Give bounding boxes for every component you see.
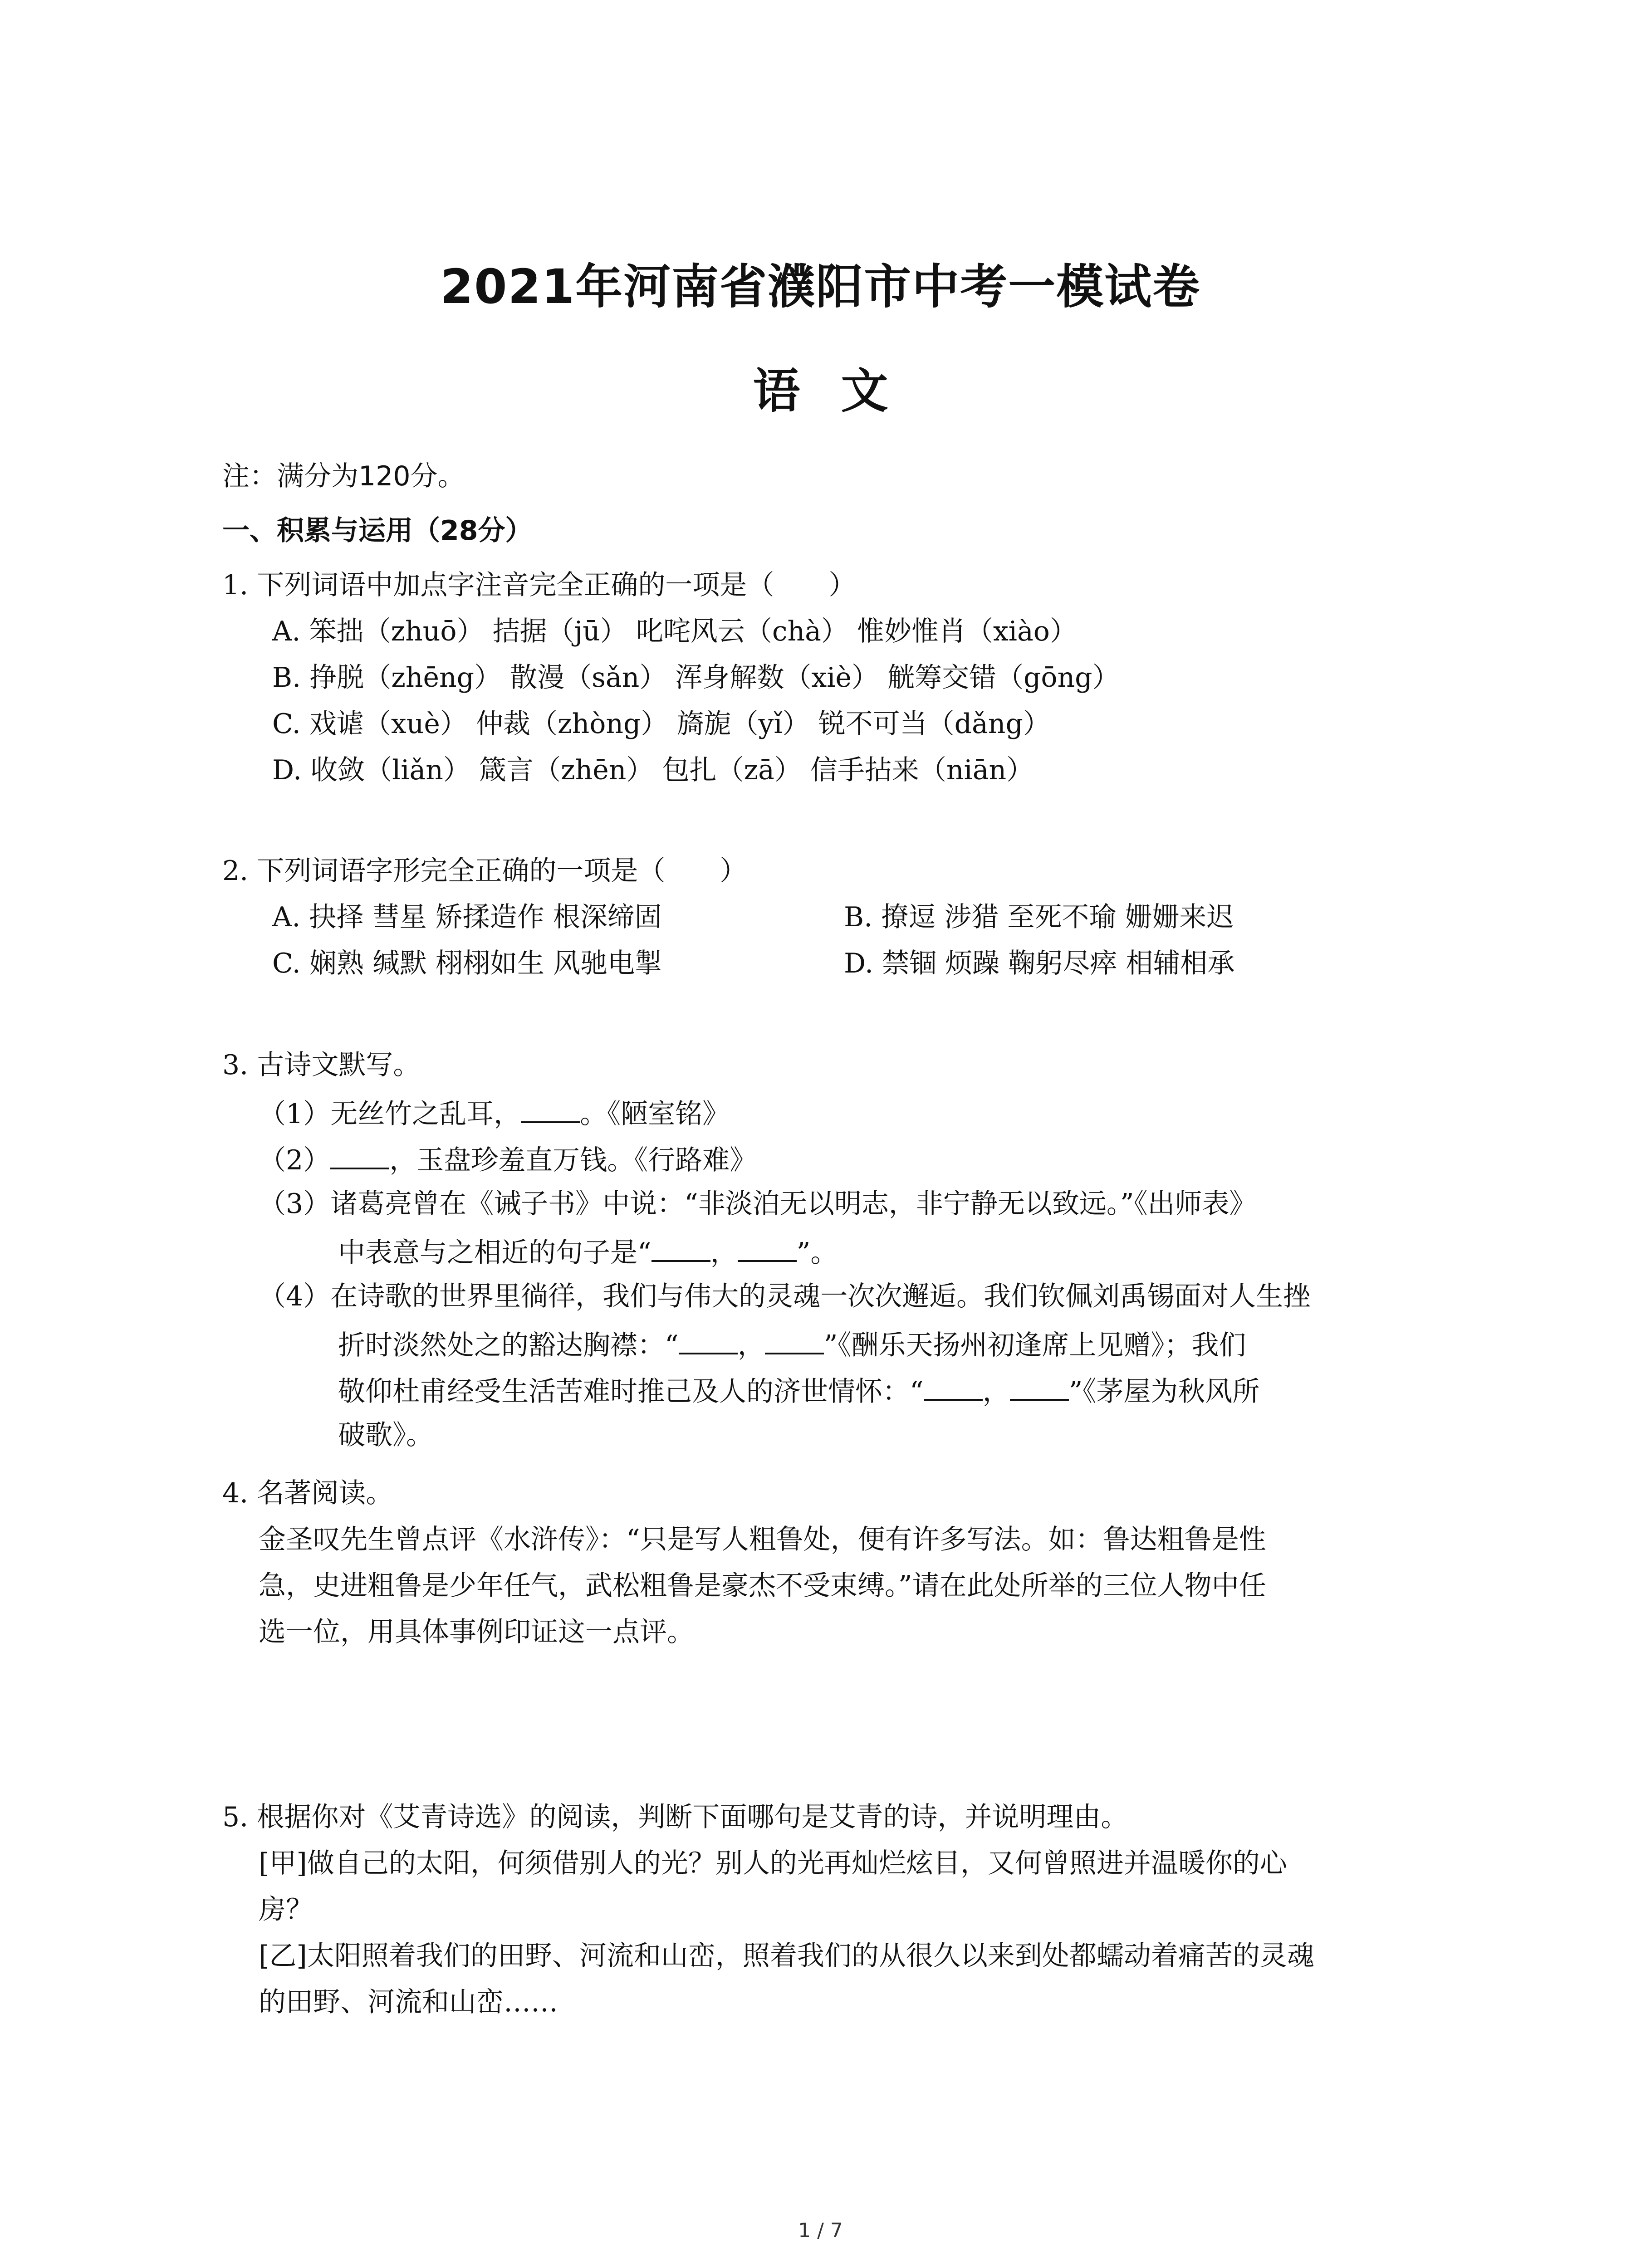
question-1-stem: 1. 下列词语中加点字注音完全正确的一项是（ ）	[222, 569, 856, 601]
item-3-prefix: 中表意与之相近的句子是“	[338, 1237, 652, 1269]
answer-blank[interactable]	[1010, 1375, 1069, 1401]
subject-title: 语文	[753, 363, 929, 419]
answer-blank[interactable]	[924, 1375, 983, 1401]
score-note: 注：满分为120分。	[222, 460, 465, 492]
question-3-item-4-line-1: （4）在诗歌的世界里徜徉，我们与伟大的灵魂一次次邂逅。我们钦佩刘禹锡面对人生挫	[259, 1281, 1311, 1312]
item-3-suffix: ”。	[796, 1237, 838, 1269]
item-4-line3-separator: ，	[982, 1376, 1010, 1408]
question-4-line-3: 选一位，用具体事例印证这一点评。	[259, 1616, 694, 1648]
question-5-line-1: [甲]做自己的太阳，何须借别人的光？别人的光再灿烂炫目，又何曾照进并温暖你的心	[259, 1848, 1287, 1879]
question-4-line-2: 急，史进粗鲁是少年任气，武松粗鲁是豪杰不受束缚。”请在此处所举的三位人物中任	[259, 1570, 1266, 1602]
item-4-line3-suffix: ”《茅屋为秋风所	[1068, 1376, 1260, 1408]
answer-blank[interactable]	[679, 1329, 738, 1354]
question-5-line-2: 房？	[259, 1894, 313, 1926]
question-3-item-3-line-1: （3）诸葛亮曾在《诫子书》中说：“非淡泊无以明志，非宁静无以致远。”《出师表》	[259, 1188, 1257, 1220]
question-3-item-4-line-4: 破歌》。	[338, 1419, 433, 1451]
question-5-line-4: 的田野、河流和山峦……	[259, 1986, 558, 2018]
item-1-suffix: 。《陋室铭》	[580, 1098, 730, 1130]
item-4-separator: ，	[737, 1330, 765, 1361]
question-1-option-a: A. 笨拙（zhuō） 拮据（jū） 叱咤风云（chà） 惟妙惟肖（xiào）	[272, 616, 1077, 647]
question-3-item-4-line-3	[338, 1375, 1260, 1408]
answer-blank[interactable]	[330, 1144, 389, 1169]
answer-blank[interactable]	[738, 1237, 797, 1262]
question-3-item-3-line-2	[338, 1237, 838, 1269]
question-1-option-d: D. 收敛（liǎn） 箴言（zhēn） 包扎（zā） 信手拈来（niān）	[272, 754, 1034, 786]
question-3-item-1	[259, 1098, 730, 1128]
item-4-suffix: ”《酬乐天扬州初逢席上见赠》；我们	[823, 1330, 1246, 1361]
item-2-prefix: （2）	[259, 1144, 331, 1176]
item-3-separator: ，	[710, 1237, 738, 1269]
question-5-stem: 5. 根据你对《艾青诗选》的阅读，判断下面哪句是艾青的诗，并说明理由。	[222, 1801, 1128, 1833]
item-2-suffix: ，玉盘珍羞直万钱。《行路难》	[389, 1144, 757, 1176]
question-1-option-c: C. 戏谑（xuè） 仲裁（zhòng） 旖旎（yǐ） 锐不可当（dǎng）	[272, 708, 1050, 740]
question-2-option-b: B. 撩逗 涉猎 至死不瑜 姗姗来迟	[844, 901, 1234, 933]
question-1-option-b: B. 挣脱（zhēng） 散漫（sǎn） 浑身解数（xiè） 觥筹交错（gōng）	[272, 662, 1120, 694]
question-3-stem: 3. 古诗文默写。	[222, 1049, 421, 1081]
question-3-item-2	[259, 1144, 757, 1174]
answer-blank[interactable]	[765, 1329, 824, 1354]
page-number: 1 / 7	[798, 2219, 843, 2242]
question-2-option-a: A. 抉择 彗星 矫揉造作 根深缔固	[272, 901, 662, 933]
item-4-prefix: 折时淡然处之的豁达胸襟：“	[338, 1330, 679, 1361]
question-3-item-4-line-2	[338, 1329, 1246, 1359]
exam-title: 2021年河南省濮阳市中考一模试卷	[440, 259, 1201, 314]
question-4-stem: 4. 名著阅读。	[222, 1477, 393, 1509]
question-2-option-c: C. 娴熟 缄默 栩栩如生 风驰电掣	[272, 948, 662, 979]
question-2-stem: 2. 下列词语字形完全正确的一项是（ ）	[222, 855, 747, 887]
section-heading: 一、积累与运用（28分）	[222, 515, 533, 547]
question-4-line-1: 金圣叹先生曾点评《水浒传》：“只是写人粗鲁处，便有许多写法。如：鲁达粗鲁是性	[259, 1524, 1266, 1555]
answer-blank[interactable]	[521, 1098, 580, 1123]
answer-blank[interactable]	[652, 1237, 710, 1262]
item-4-line3-prefix: 敬仰杜甫经受生活苦难时推己及人的济世情怀：“	[338, 1376, 924, 1408]
question-5-line-3: [乙]太阳照着我们的田野、河流和山峦，照着我们的从很久以来到处都蠕动着痛苦的灵魂	[259, 1940, 1314, 1972]
item-1-prefix: （1）无丝竹之乱耳，	[259, 1098, 521, 1130]
question-2-option-d: D. 禁锢 烦躁 鞠躬尽瘁 相辅相承	[844, 948, 1235, 979]
